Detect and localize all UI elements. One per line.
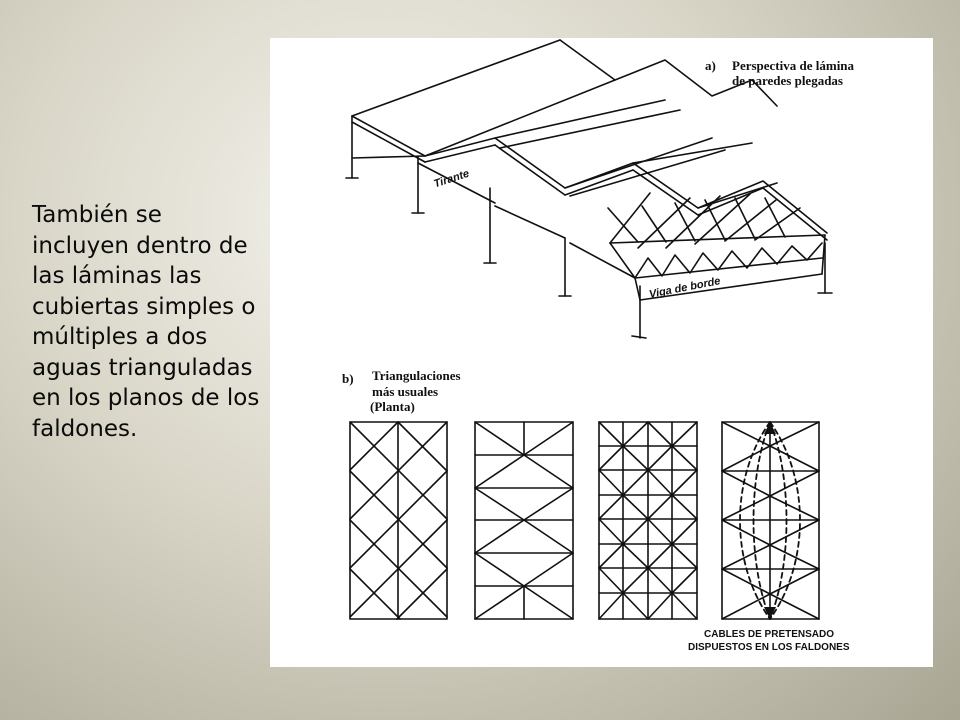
triangulation-panel-4 (722, 422, 819, 619)
part-a-subtitle: de paredes plegadas (732, 73, 843, 88)
fold-line (570, 150, 725, 196)
slide-body-text: También se incluyen dentro de las láminas las cubiertas simples o múltiples a dos aguas trianguladas en los planos de los faldones. (32, 202, 260, 442)
lower-edge (495, 145, 565, 195)
figure-drawing (270, 38, 933, 667)
folded-plate-figure (270, 38, 933, 667)
cables-caption-line2: DISPUESTOS EN LOS FALDONES (688, 642, 850, 653)
lower-edge (565, 170, 633, 195)
part-a-key: a) (705, 58, 716, 73)
part-b-title: Triangulaciones (372, 368, 461, 383)
cables-caption-line1: CABLES DE PRETENSADO (704, 629, 835, 640)
part-b-plan-note: (Planta) (370, 399, 415, 414)
part-b-key: b) (342, 371, 354, 386)
triangulation-panel-3 (599, 422, 697, 619)
tie-label: Tirante (432, 167, 471, 191)
part-a-title: Perspectiva de lámina (732, 58, 855, 73)
tie (352, 156, 425, 158)
triangulation-panel-2 (475, 422, 573, 619)
fold-line (565, 138, 712, 188)
fold-line (352, 40, 560, 116)
edge-beam-label: Viga de borde (648, 275, 722, 301)
part-b-subtitle: más usuales (372, 384, 439, 399)
triangulation-panel-1 (350, 422, 447, 619)
tie (495, 206, 565, 238)
plan-triangulations (350, 422, 819, 619)
tie (570, 243, 635, 278)
